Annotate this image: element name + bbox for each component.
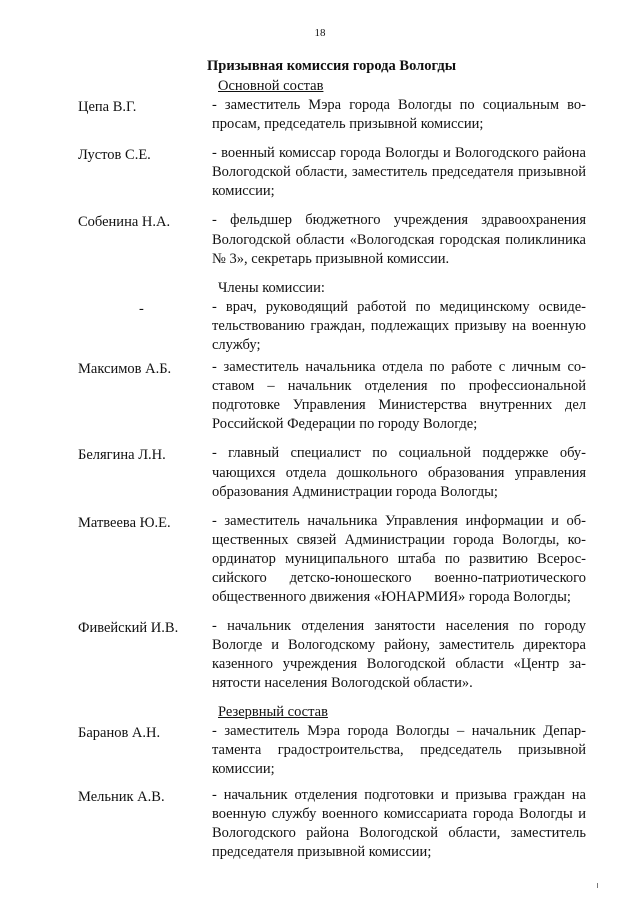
member-name: Мельник А.В. [78, 788, 165, 805]
row-spacer [0, 201, 640, 211]
member-role: - военный комиссар города Вологды и Вологодского района Вологодской области, заместитель председателя призывной комиссии; [212, 145, 586, 200]
row-spacer [0, 269, 640, 279]
member-role: - заместитель Мэра города Вологды по социальным вопросам, председатель призывной комиссии; [212, 97, 586, 133]
member-name: Матвеева Ю.Е. [78, 514, 171, 531]
roster-row [0, 444, 640, 501]
member-name: Белягина Л.Н. [78, 447, 166, 464]
member-role: - начальник отделения подготовки и призыва граждан на военную службу военного комиссариата города Вологды и Вологодского района Вологодской области, заместитель председателя призывной комиссии; [212, 786, 586, 861]
roster-row [0, 144, 640, 201]
member-role: - заместитель начальника Управления информации и общественных связей Администрации города Вологды, координатор муниципального штаба по развитию Всероссийского детско-юношеского военно-патриотического общественного движения «ЮНАРМИЯ» города Вологды; [212, 512, 586, 606]
member-role: - главный специалист по социальной поддержке обучающихся отдела дошкольного образования управления образования Администрации города Вологды; [212, 445, 586, 500]
member-role: - фельдшер бюджетного учреждения здравоохранения Вологодской области «Вологодская городская поликлиника № 3», секретарь призывной комиссии. [212, 212, 586, 267]
member-role: - заместитель начальника отдела по работе с личным составом – начальник отделения по профессиональной подготовке Управления Министерства внутренних дел Российской Федерации по городу Вологде; [212, 359, 586, 433]
row-spacer [0, 607, 640, 617]
row-spacer [0, 134, 640, 144]
roster-row [0, 786, 640, 862]
member-name: Баранов А.Н. [78, 724, 161, 741]
roster-row [0, 358, 640, 434]
members-subheading: Члены комиссии: [218, 279, 325, 296]
section-heading: Резервный состав [218, 703, 328, 720]
member-name: Фивейский И.В. [78, 620, 179, 637]
document-title: Призывная комиссия города Вологды [207, 58, 457, 74]
roster-row [0, 722, 640, 779]
row-spacer [0, 434, 640, 444]
member-name: Собенина Н.А. [78, 214, 171, 231]
row-spacer [0, 694, 640, 703]
member-role: - начальник отделения занятости населения по городу Вологде и Вологодскому району, заместитель директора казенного учреждения Вологодской области «Центр занятости населения Вологодской области». [212, 618, 586, 692]
roster-row [0, 96, 640, 134]
row-spacer [0, 779, 640, 786]
page-number: 18 [314, 27, 326, 39]
scan-artifact [597, 883, 598, 888]
section-heading: Основной состав [218, 78, 324, 94]
member-name: Цепа В.Г. [78, 99, 137, 115]
member-name: Максимов А.Б. [78, 361, 172, 378]
member-role: - заместитель Мэра города Вологды – начальник Департамента градостроительства, председатель призывной комиссии; [212, 722, 586, 777]
row-spacer [0, 862, 640, 871]
roster-row [0, 211, 640, 268]
row-spacer [0, 502, 640, 512]
member-name: Лустов С.Е. [78, 147, 151, 164]
roster-row [0, 512, 640, 607]
member-role: - врач, руководящий работой по медицинскому освидетельствованию граждан, подлежащих призыву на военную службу; [212, 298, 586, 353]
roster-row [0, 298, 640, 355]
roster-row [0, 617, 640, 693]
commission-roster [0, 77, 640, 871]
member-name: - [139, 300, 144, 317]
